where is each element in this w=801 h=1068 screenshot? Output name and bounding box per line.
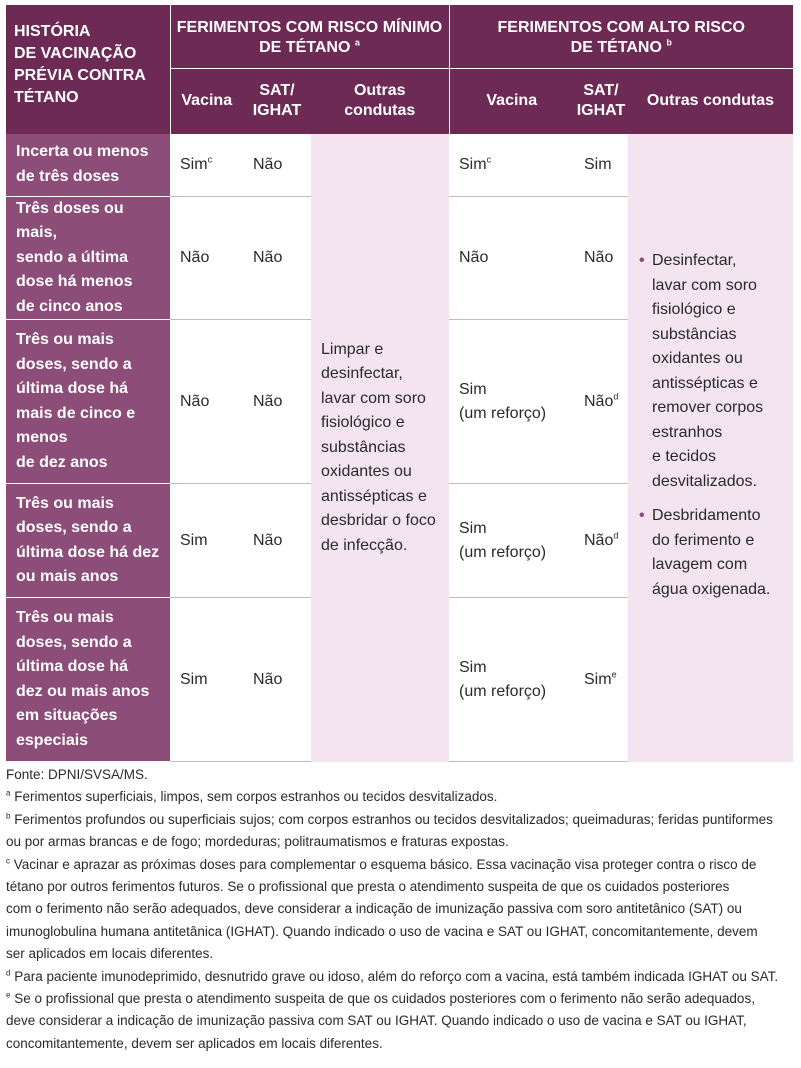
footnote-mark: d [613,530,619,541]
cell-high-vacina [449,320,574,484]
header-sat-line: IGHAT [252,102,302,120]
row-label [6,196,170,320]
header-outras-line: Outras [353,82,406,100]
header-sat-line: IGHAT [576,102,626,120]
cell-subtext: (um reforço) [459,682,547,700]
row-label-line: doses, sendo a [16,355,132,373]
footnote-mark: a [6,788,11,798]
header-history-line: TÉTANO [14,89,79,106]
cell-high-sat [574,484,628,598]
header-group-line [450,38,794,58]
cell-min-other-conducts [311,134,449,762]
footnote-text: ser aplicados em locais diferentes. [6,946,214,962]
header-group-text: DE TÉTANO [259,39,351,57]
header-sat-line: SAT/ [583,82,619,100]
row-label-line: Três doses ou mais, [16,199,124,241]
row-label-line: doses, sendo a [16,633,132,651]
conduct-line: fisiológico e [652,301,736,318]
footnote-text: tétano por outros ferimentos futuros. Se o profissional que presta o atendimento suspeita de que os cuidados posteriores [6,879,730,895]
row-label-line: de dez anos [16,453,108,471]
row-label-line: dose há menos [16,273,133,290]
footnote-text: Ferimentos profundos ou superficiais sujos; com corpos estranhos ou tecidos desvitalizados; queimaduras; feridas puntiformes [14,811,773,827]
cell-high-sat: Não [574,196,628,320]
conduct-line: desvitalizados. [652,472,757,490]
source-note: Fonte: DPNI/SVSA/MS. [6,767,148,782]
footnote-mark: a [354,37,360,48]
cell-min-sat: Não [243,320,311,484]
conduct-line: antissépticas e [652,374,758,392]
footnote-mark: e [6,990,11,1000]
footnote-text: deve considerar a indicação de imunização passiva com SAT ou IGHAT. Quando indicado o uso de vacina e SAT ou IGHAT, [6,1013,747,1029]
tetanus-prophylaxis-table [6,5,793,762]
cell-min-sat: Não [243,134,311,196]
header-group-high-risk [449,5,793,68]
row-label-line: última dose há [16,658,129,675]
cell-high-sat: Sim [574,134,628,196]
header-sat-high [574,68,628,134]
cell-min-sat: Não [243,484,311,598]
header-group-line: FERIMENTOS COM ALTO RISCO [497,19,745,37]
row-label-line: especiais [16,731,89,749]
cell-min-vacina: Não [170,196,243,320]
footnote-text: Vacinar e aprazar as próximas doses para complementar o esquema básico. Essa vacinação visa proteger contra o risco de [13,856,757,872]
conduct-line: substâncias [652,325,737,343]
header-group-line [171,38,449,58]
footnote-text: Para paciente imunodeprimido, desnutrido grave ou idoso, além do reforço com a vacina, está também indicada IGHAT ou SAT. [14,968,779,984]
conduct-line: desbridar o foco [321,512,436,529]
footnote-mark: c [6,856,10,866]
bullet-item [636,504,785,602]
conduct-line: desinfectar, [321,365,403,382]
header-group-text: DE TÉTANO [570,39,662,57]
row-label-line: Três ou mais [16,494,114,512]
conduct-line: antissépticas e [321,487,427,505]
row-label [6,320,170,484]
row-label-line: menos [16,429,68,446]
conduct-line: lavar com soro [321,389,426,407]
row-label-line: de cinco anos [16,297,123,315]
conduct-line: do ferimento e [652,531,755,549]
cell-min-vacina: Sim [170,484,243,598]
row-label-line: dez ou mais anos [16,682,150,700]
conduct-line: de infecção. [321,536,408,554]
cell-text: Sim [459,380,487,398]
footnote-text: imunoglobulina humana antitetânica (IGHAT). Quando indicado o uso de vacina e SAT ou IGHAT, concomitantemente, devem [6,923,758,939]
conduct-line: substâncias [321,438,406,456]
cell-min-sat: Não [243,598,311,762]
cell-high-vacina [449,134,574,196]
conduct-line: • Desbridamento [652,507,761,524]
footnote-text: Ferimentos superficiais, limpos, sem corpos estranhos ou tecidos desvitalizados. [14,789,498,805]
cell-min-vacina: Sim [170,598,243,762]
header-outras-min [311,68,449,134]
header-history [6,5,170,134]
conduct-line: fisiológico e [321,414,405,431]
cell-subtext: (um reforço) [459,543,547,561]
header-group-line: FERIMENTOS COM RISCO MÍNIMO [176,19,443,37]
cell-text: Sim [584,670,612,688]
cell-high-vacina [449,598,574,762]
footnote-mark: e [611,669,617,680]
row-label-line: Três ou mais [16,331,114,348]
row-label-line: sendo a última [16,248,129,266]
conduct-line: lavar com soro [652,276,757,294]
conduct-line: Limpar e [321,340,384,358]
row-label-line: última dose há [16,380,129,397]
row-label [6,598,170,762]
header-history-line: HISTÓRIA [14,23,91,40]
header-group-minimal-risk [170,5,449,68]
footnote-mark: c [207,154,213,165]
header-history-line: DE VACINAÇÃO [14,45,137,62]
row-label-line: de três doses [16,167,120,185]
footnote-a [6,786,798,808]
footnote-text: com o ferimento não serão adequados, deve considerar a indicação de imunização passiva com soro antitetânico (SAT) ou [6,901,742,917]
cell-text: Não [584,531,614,549]
cell-min-vacina: Não [170,320,243,484]
row-label-line: doses, sendo a [16,519,132,536]
cell-text: Sim [459,658,487,676]
conduct-line: água oxigenada. [652,580,771,598]
cell-high-vacina: Não [449,196,574,320]
footnote-mark: d [6,968,11,978]
conduct-line: • Desinfectar, [652,252,737,269]
conduct-line: oxidantes ou [321,463,412,480]
row-label-line: última dose há dez [16,543,160,561]
cell-text: Não [584,392,614,410]
footnote-d [6,966,798,988]
table-row [6,134,793,196]
conduct-line: oxidantes ou [652,350,743,367]
bullet-item [636,249,785,494]
footnote-e [6,988,798,1055]
row-label-line: ou mais anos [16,568,119,585]
cell-subtext: (um reforço) [459,404,547,422]
cell-min-vacina [170,134,243,196]
conduct-line: lavagem com [652,556,748,573]
cell-text: Sim [459,519,487,537]
row-label-line: em situações [16,707,118,724]
header-sat-min [243,68,311,134]
row-label [6,484,170,598]
footnote-mark: b [666,37,672,48]
cell-text: Sim [459,155,487,173]
conduct-line: remover corpos [652,399,764,416]
footnote-mark: b [6,811,11,821]
conduct-line: estranhos [652,423,723,441]
row-label-line: mais de cinco e [16,404,136,422]
cell-high-sat [574,320,628,484]
cell-high-vacina [449,484,574,598]
row-label [6,134,170,196]
cell-high-sat [574,598,628,762]
footnote-mark: d [613,391,619,402]
conduct-line: e tecidos [652,448,717,465]
footnote-c [6,854,798,966]
footnotes [6,764,798,1055]
header-vacina-high: Vacina [449,68,574,134]
footnote-text: ou por armas brancas e de fogo; mordeduras; politraumatismos e fraturas expostas. [6,834,509,850]
header-sat-line: SAT/ [259,82,295,100]
cell-text: Sim [180,155,208,173]
cell-high-other-conducts [628,134,793,762]
header-outras-high: Outras condutas [628,68,793,134]
cell-min-sat: Não [243,196,311,320]
footnote-text: Se o profissional que presta o atendimento suspeita de que os cuidados posteriores com o ferimento não serão adequados, [14,991,755,1007]
row-label-line: Três ou mais [16,609,114,626]
row-label-line: Incerta ou menos [16,143,149,161]
footnote-mark: c [486,154,492,165]
footnote-text: concomitantemente, devem ser aplicados em locais diferentes. [6,1035,383,1051]
header-outras-line: condutas [344,102,416,120]
footnote-b [6,809,798,854]
header-history-line: PRÉVIA CONTRA [14,67,146,84]
header-vacina-min: Vacina [170,68,243,134]
